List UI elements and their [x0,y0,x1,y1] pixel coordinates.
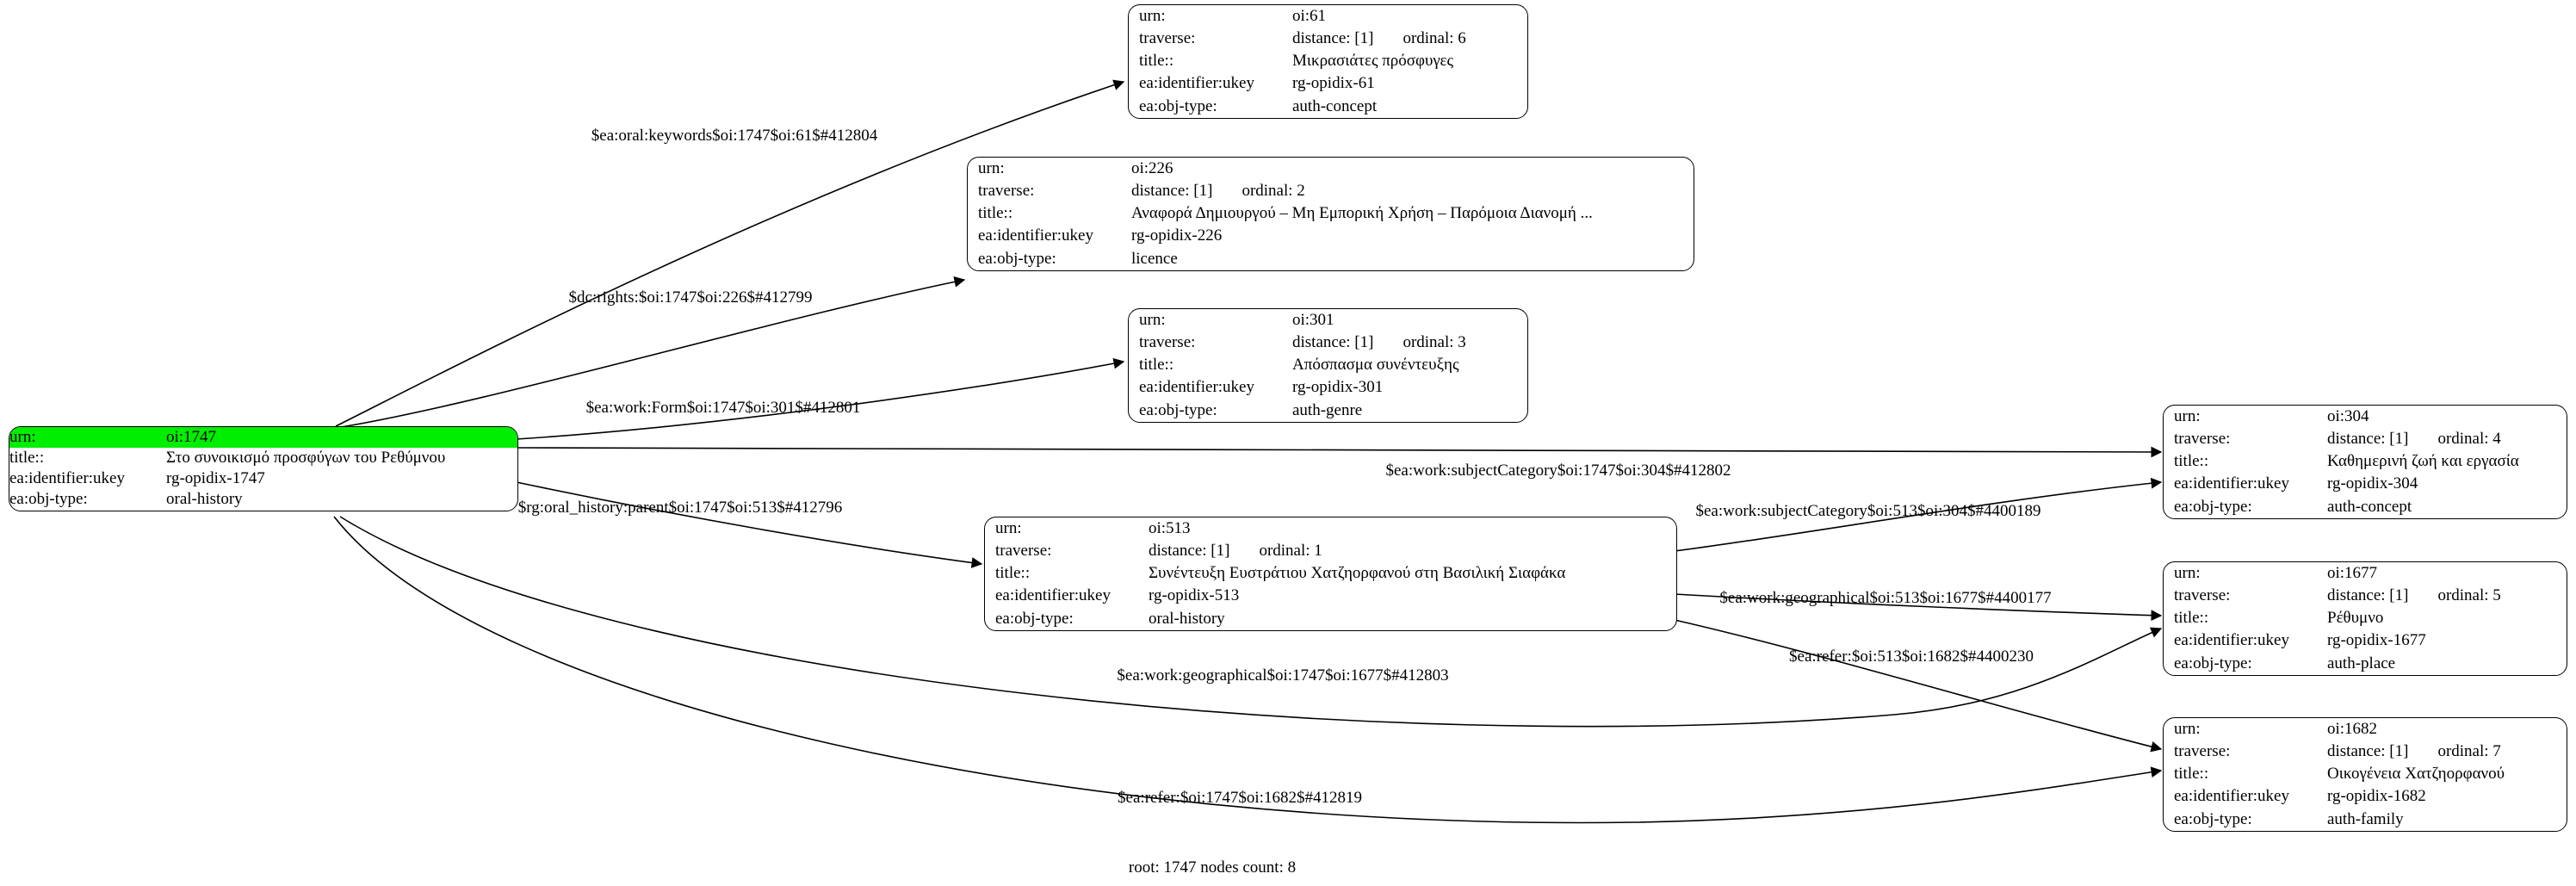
field-value: distance: [1] [1292,333,1374,352]
field-key: urn: [1139,7,1166,25]
edge-label-oral-keywords: $ea:oral:keywords$oi:1747$oi:61$#412804 [591,127,878,145]
node-field-row [2164,653,2567,675]
node-field-row [1129,5,1527,28]
node-oi304[interactable] [2163,405,2567,519]
field-key: title:: [1139,356,1174,375]
node-field-row [2164,629,2567,652]
field-key: urn: [978,159,1005,177]
field-value: oi:1747 [166,427,517,448]
node-field-row [1129,331,1527,354]
edge-label-oral-history-parent: $rg:oral_history:parent$oi:1747$oi:513$#412796 [517,499,843,517]
field-key: ea:obj-type: [1139,96,1217,115]
edge-label-subject-category-513-304: $ea:work:subjectCategory$oi:513$oi:304$#4400189 [1695,502,2041,520]
field-value: rg-opidix-226 [1131,226,1223,245]
node-field-row [9,468,517,489]
node-oi513[interactable] [984,517,1677,631]
field-ordinal: ordinal: 4 [2437,430,2501,449]
field-key: traverse: [2174,586,2231,605]
node-field-row [2164,428,2567,450]
node-field-row [1129,309,1527,331]
field-ordinal: ordinal: 6 [1403,29,1466,48]
field-key: urn: [2174,564,2201,582]
field-value: rg-opidix-301 [1292,378,1384,397]
node-field-row [2164,740,2567,763]
node-oi61[interactable] [1128,4,1528,119]
field-value: Μικρασιάτες πρόσφυγες [1292,52,1453,71]
field-key: ea:identifier:ukey [1139,74,1254,93]
field-value: oi:1677 [2327,564,2378,582]
field-key: title:: [2174,452,2209,471]
field-key: title:: [2174,765,2209,784]
field-key: ea:identifier:ukey [2174,474,2289,493]
node-field-row [2164,450,2567,473]
field-key: urn: [2174,720,2201,738]
field-value: oi:61 [1292,7,1327,25]
node-field-row [968,202,1694,225]
node-oi1677[interactable] [2163,561,2567,676]
field-value: rg-opidix-1677 [2327,631,2426,650]
node-field-row [1129,96,1527,118]
node-field-row [9,448,517,468]
field-key: ea:identifier:ukey [2174,631,2289,650]
field-value: rg-opidix-61 [1292,74,1375,93]
field-value: Αναφορά Δημιουργού – Μη Εμπορική Χρήση – Παρόμοια Διανομή ... [1131,204,1593,223]
field-key: ea:identifier:ukey [9,469,125,488]
node-field-row [2164,585,2567,607]
field-key: ea:identifier:ukey [2174,787,2289,806]
node-oi301[interactable] [1128,308,1528,423]
field-value: Ρέθυμνο [2327,609,2384,628]
field-key: ea:obj-type: [1139,400,1217,419]
edge-label-work-form: $ea:work:Form$oi:1747$oi:301$#412801 [585,399,861,417]
field-value: Απόσπασμα συνέντευξης [1292,356,1459,375]
node-field-row [2164,763,2567,785]
field-key: traverse: [995,542,1052,561]
field-ordinal: ordinal: 2 [1242,182,1305,201]
node-field-row [2164,718,2567,740]
node-field-row [968,180,1694,202]
node-field-row [968,225,1694,247]
field-value: rg-opidix-304 [2327,474,2418,493]
field-key: traverse: [2174,742,2231,761]
field-ordinal: ordinal: 3 [1403,333,1466,352]
node-field-row [9,427,517,448]
field-value: licence [1131,249,1178,268]
field-key: ea:obj-type: [9,490,88,509]
edge-label-subject-category-1747-304: $ea:work:subjectCategory$oi:1747$oi:304$#412802 [1385,462,1731,480]
field-key: title:: [9,449,45,468]
field-key: traverse: [978,182,1035,201]
field-value: oral-history [1149,609,1225,628]
node-field-row [985,608,1676,630]
field-key: urn: [995,519,1022,537]
field-value: auth-concept [2327,497,2412,516]
field-key: title:: [2174,609,2209,628]
field-value: auth-place [2327,654,2396,672]
field-key: ea:obj-type: [978,249,1056,268]
node-field-row [985,540,1676,562]
field-key: urn: [2174,407,2201,425]
field-value: auth-genre [1292,400,1363,419]
field-value: rg-opidix-1682 [2327,787,2426,806]
node-oi1682[interactable] [2163,717,2567,832]
field-value: Οικογένεια Χατζηορφανού [2327,765,2505,784]
field-value: distance: [1] [2327,586,2409,605]
field-value: oi:226 [1131,159,1173,177]
field-value: distance: [1] [1149,542,1230,561]
field-value: oi:304 [2327,407,2369,425]
field-value: distance: [1] [2327,430,2409,449]
field-key: ea:obj-type: [995,609,1074,628]
node-field-row [9,489,517,510]
field-key: title:: [1139,52,1174,71]
field-key: ea:obj-type: [2174,809,2252,828]
node-field-row [2164,562,2567,585]
field-key: title:: [995,564,1031,583]
field-value: oi:1682 [2327,720,2378,738]
field-key: ea:identifier:ukey [1139,378,1254,397]
field-value: rg-opidix-513 [1149,586,1240,605]
node-field-row [1129,28,1527,50]
field-value: oral-history [166,490,243,509]
field-value: auth-concept [1292,96,1378,115]
field-key: ea:obj-type: [2174,497,2252,516]
field-key: urn: [1139,311,1166,329]
field-value: oi:513 [1149,519,1191,537]
node-oi226[interactable] [967,157,1694,271]
node-field-row [1129,400,1527,422]
field-value: Καθημερινή ζωή και εργασία [2327,452,2519,471]
node-field-row [2164,809,2567,831]
node-field-row [2164,406,2567,428]
field-value: distance: [1] [1292,29,1374,48]
node-field-row [1129,354,1527,376]
field-key: ea:identifier:ukey [978,226,1093,245]
field-key: urn: [9,427,166,448]
node-field-row [2164,496,2567,518]
node-field-row [2164,607,2567,629]
node-field-row [985,517,1676,540]
node-field-row [968,248,1694,270]
node-field-row [1129,376,1527,399]
field-value: Συνέντευξη Ευστράτιου Χατζηορφανού στη Βασιλική Σιαφάκα [1149,564,1566,583]
field-value: rg-opidix-1747 [166,469,265,488]
node-field-row [985,585,1676,607]
field-key: traverse: [1139,333,1196,352]
edge-label-refer-513-1682: $ea:refer:$oi:513$oi:1682$#4400230 [1789,647,2034,666]
field-key: ea:obj-type: [2174,654,2252,672]
field-key: ea:identifier:ukey [995,586,1111,605]
field-ordinal: ordinal: 7 [2437,742,2501,761]
node-root-oi1747[interactable] [9,426,518,511]
field-ordinal: ordinal: 5 [2437,586,2501,605]
node-field-row [2164,785,2567,808]
node-field-row [2164,473,2567,495]
field-value: distance: [1] [1131,182,1213,201]
field-value: oi:301 [1292,311,1334,329]
field-key: traverse: [1139,29,1196,48]
edge-label-geographical-513-1677: $ea:work:geographical$oi:513$oi:1677$#4400177 [1719,589,2052,607]
node-field-row [985,562,1676,585]
edge-label-geographical-1747-1677: $ea:work:geographical$oi:1747$oi:1677$#412803 [1117,666,1449,685]
node-field-row [1129,72,1527,95]
field-key: traverse: [2174,430,2231,449]
field-value: distance: [1] [2327,742,2409,761]
field-key: title:: [978,204,1013,223]
node-field-row [1129,50,1527,72]
field-value: Στο συνοικισμό προσφύγων του Ρεθύμνου [166,449,446,468]
field-value: auth-family [2327,809,2404,828]
node-field-row [968,158,1694,180]
edge-label-refer-1747-1682: $ea:refer:$oi:1747$oi:1682$#412819 [1118,789,1362,807]
graph-footer: root: 1747 nodes count: 8 [1128,858,1297,877]
field-ordinal: ordinal: 1 [1259,542,1322,561]
edge-label-dc-rights: $dc:rights:$oi:1747$oi:226$#412799 [568,288,813,307]
